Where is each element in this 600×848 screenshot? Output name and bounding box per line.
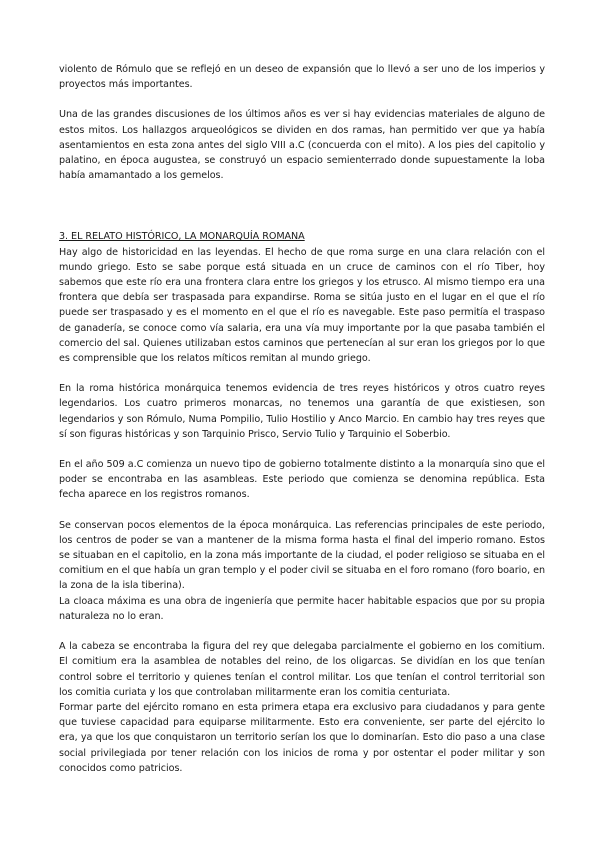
paragraph-army: Formar parte del ejército romano en esta primera etapa era exclusivo para ciudadanos y para gente que tuviese capacidad para equiparse militarmente. Esto era conveniente, ser parte del ejército lo era, ya que los que conquistaron un territorio serían los que lo dominarían. Esto dio paso a una clase social privilegiada por tener relación con los inicios de roma y por ostentar el poder militar y son conocidos como patricios. [59,701,545,774]
paragraph-elements: Se conservan pocos elementos de la época monárquica. Las referencias principales de este periodo, los centros de poder se van a mantener de la misma forma hasta el final del imperio romano. Estos se situaban en el capitolio, en la zona más importante de la ciudad, el poder religioso se situaba en el comitium en el que había un gran templo y el poder civil se situaba en el foro romano (foro boario, en la zona de la isla tiberina). [59,519,545,592]
paragraph-myths: Una de las grandes discusiones de los últimos años es ver si hay evidencias materiales de alguno de estos mitos. Los hallazgos arqueológicos se dividen en dos ramas, han permitido ver que ya había asentamientos en esta zona antes del siglo VIII a.C (concuerda con el mito). A los pies del capitolio y palatino, en época augustea, se construyó un espacio semienterrado donde supuestamente la loba había amamantado a los gemelos. [59,109,545,182]
paragraph-king-role: A la cabeza se encontraba la figura del rey que delegaba parcialmente el gobierno en los comitium. El comitium era la asamblea de notables del reino, de los oligarcas. Se dividían en los que tenían control sobre el territorio y quienes tenían el control militar. Los que tenían el control territorial son los comitia curiata y los que controlaban militarmente eran los comitia centuriata. [59,641,545,698]
document-body [59,62,545,776]
paragraph-kings: En la roma histórica monárquica tenemos evidencia de tres reyes históricos y otros cuatro reyes legendarios. Los cuatro primeros monarcas, no tenemos una garantía de que existiesen, son legendarios y son Rómulo, Numa Pompilio, Tulio Hostilio y Anco Marcio. En cambio hay tres reyes que sí son figuras históricas y son Tarquinio Prisco, Servio Tulio y Tarquinio el Soberbio. [59,383,545,440]
paragraph-cloaca: La cloaca máxima es una obra de ingeniería que permite hacer habitable espacios que por su propia naturaleza no lo eran. [59,595,545,622]
paragraph-republic: En el año 509 a.C comienza un nuevo tipo de gobierno totalmente distinto a la monarquía sino que el poder se encontraba en las asambleas. Este periodo que comienza se denomina república. Esta fecha aparece en los registros romanos. [59,459,545,501]
paragraph-history: Hay algo de historicidad en las leyendas. El hecho de que roma surge en una clara relación con el mundo griego. Esto se sabe porque está situada en un cruce de caminos con el río Tiber, hoy sabemos que este río era una frontera clara entre los griegos y los etrusco. Al mismo tiempo era una frontera que debía ser traspasada para expandirse. Roma se sitúa justo en el lugar en el que el río puede ser traspasado y es el momento en el que el río es navegable. Este paso permitía el traspaso de ganadería, se conoce como vía salaria, era una vía muy importante por la que pasaba también el comercio del sal. Quienes utilizaban estos caminos que pertenecían al sur eran los griegos por lo que es comprensible que los relatos míticos remitan al mundo griego. [59,246,545,365]
section-heading: 3. EL RELATO HISTÓRICO, LA MONARQUÍA ROMANA [59,231,305,243]
paragraph-intro: violento de Rómulo que se reflejó en un deseo de expansión que lo llevó a ser uno de los imperios y proyectos más importantes. [59,64,545,91]
